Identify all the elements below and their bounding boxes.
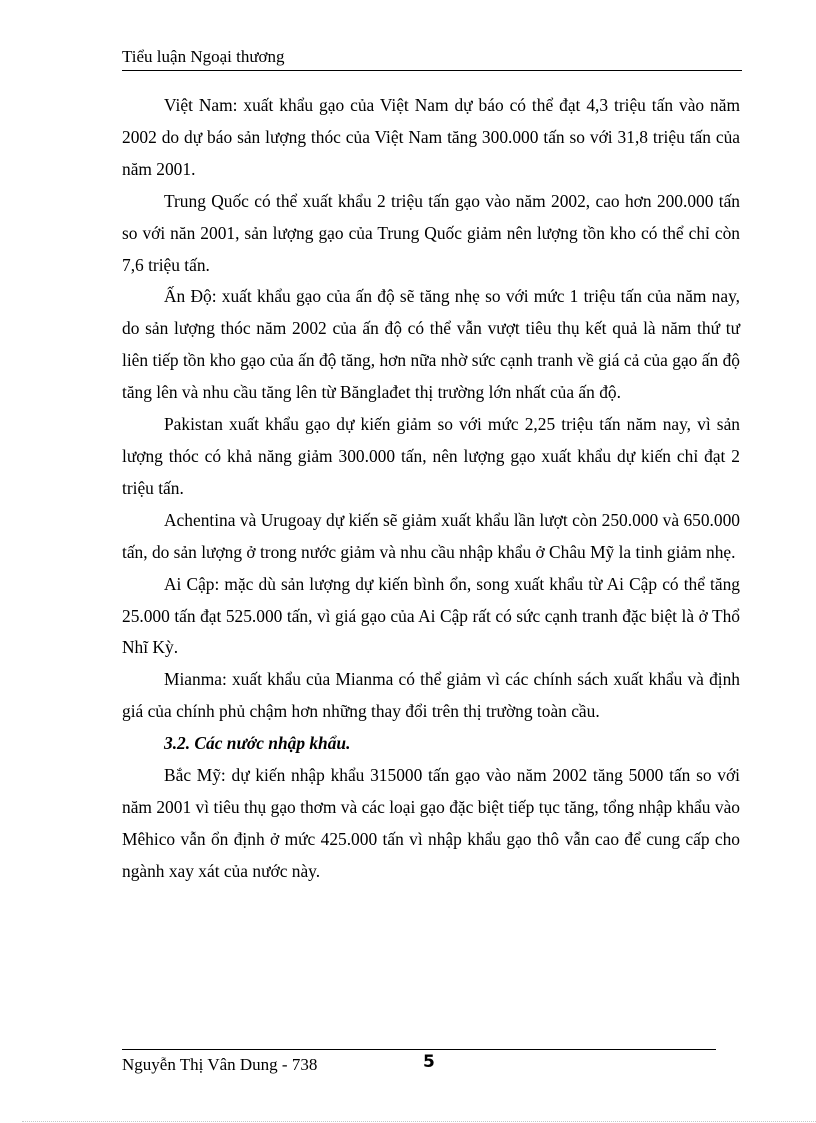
page-bottom-border [22, 1121, 816, 1122]
footer-divider [122, 1049, 716, 1050]
paragraph-myanmar: Mianma: xuất khẩu của Mianma có thể giảm vì các chính sách xuất khẩu và định giá của chính phủ chậm hơn những thay đổi trên thị trường toàn cầu. [122, 669, 740, 722]
footer-author: Nguyễn Thị Vân Dung - 738 [122, 1055, 318, 1074]
page-header [122, 47, 742, 71]
paragraph-north-america: Bắc Mỹ: dự kiến nhập khẩu 315000 tấn gạo vào năm 2002 tăng 5000 tấn so với năm 2001 vì tiêu thụ gạo thơm và các loại gạo đặc biệt tiếp tục tăng, tổng nhập khẩu vào Mêhico vẫn ổn định ở mức 425.000 tấn vì nhập khẩu gạo thô vẫn cao để cung cấp cho ngành xay xát của nước này. [122, 765, 740, 881]
page-number: 5 [423, 1052, 435, 1072]
header-title: Tiểu luận Ngoại thương [122, 47, 285, 66]
paragraph-vietnam: Việt Nam: xuất khẩu gạo của Việt Nam dự báo có thể đạt 4,3 triệu tấn vào năm 2002 do dự báo sản lượng thóc của Việt Nam tăng 300.000 tấn so với 31,8 triệu tấn của năm 2001. [122, 95, 740, 179]
paragraph-china: Trung Quốc có thể xuất khẩu 2 triệu tấn gạo vào năm 2002, cao hơn 200.000 tấn so với năn 2001, sản lượng gạo của Trung Quốc giảm nên lượng tồn kho có thể chỉ còn 7,6 triệu tấn. [122, 190, 740, 275]
paragraph-argentina-uruguay: Achentina và Urugoay dự kiến sẽ giảm xuất khẩu lần lượt còn 250.000 và 650.000 tấn, do sản lượng ở trong nước giảm và nhu cầu nhập khẩu ở Châu Mỹ la tinh giảm nhẹ. [122, 509, 740, 562]
document-body [122, 90, 740, 888]
paragraph-india: Ấn Độ: xuất khẩu gạo của ấn độ sẽ tăng nhẹ so với mức 1 triệu tấn của năm nay, do sản lượng thóc năm 2002 của ấn độ có thể vẫn vượt tiêu thụ kết quả là năm thứ tư liên tiếp tồn kho gạo của ấn độ tăng, hơn nữa nhờ sức cạnh tranh về giá cả của gạo ấn độ tăng lên và nhu cầu tăng lên từ Bănglađet thị trường lớn nhất của ấn độ. [122, 286, 740, 403]
paragraph-egypt: Ai Cập: mặc dù sản lượng dự kiến bình ổn, song xuất khẩu từ Ai Cập có thể tăng 25.000 tấn đạt 525.000 tấn, vì giá gạo của Ai Cập rất có sức cạnh tranh đặc biệt là ở Thổ Nhĩ Kỳ. [122, 573, 740, 658]
section-heading: 3.2. Các nước nhập khẩu. [164, 733, 351, 754]
paragraph-pakistan: Pakistan xuất khẩu gạo dự kiến giảm so với mức 2,25 triệu tấn năm nay, vì sản lượng thóc có khả năng giảm 300.000 tấn, nên lượng gạo xuất khẩu dự kiến chỉ đạt 2 triệu tấn. [122, 414, 740, 498]
